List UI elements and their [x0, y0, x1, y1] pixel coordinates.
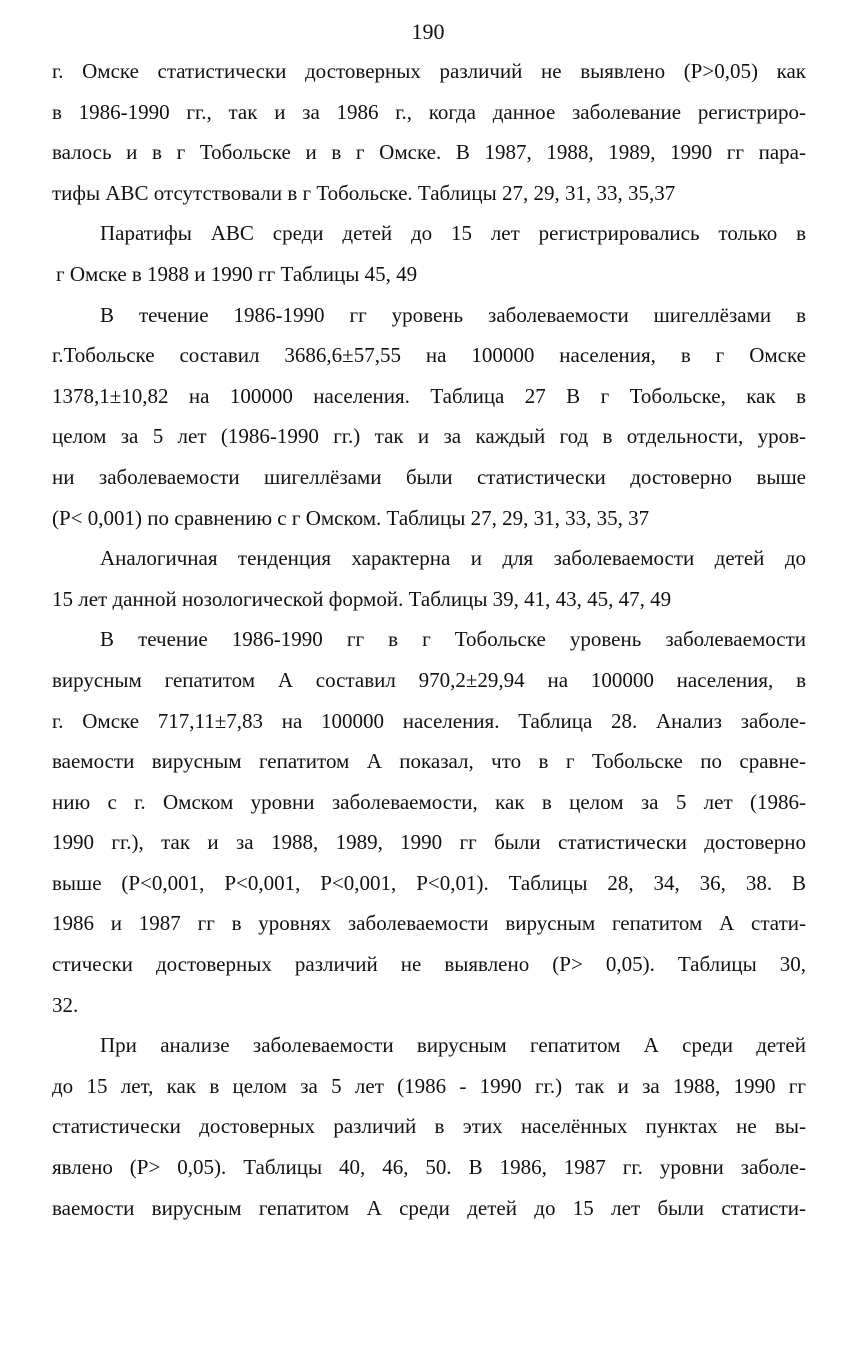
body-text	[52, 56, 806, 1233]
text-line: ваемости вирусным гепатитом А показал, что в г Тобольске по сравне-	[52, 749, 806, 774]
text-line: до 15 лет, как в целом за 5 лет (1986 - 1990 гг.) так и за 1988, 1990 гг	[52, 1073, 806, 1098]
text-line: В течение 1986-1990 гг в г Тобольске уровень заболеваемости	[100, 627, 806, 652]
text-line: 32.	[52, 992, 79, 1017]
text-line: вирусным гепатитом А составил 970,2±29,94 на 100000 населения, в	[52, 667, 806, 692]
text-line: При анализе заболеваемости вирусным гепатитом А среди детей	[100, 1033, 806, 1058]
text-line: 1986 и 1987 гг в уровнях заболеваемости вирусным гепатитом А стати-	[52, 911, 806, 936]
text-line: стически достоверных различий не выявлено (Р> 0,05). Таблицы 30,	[52, 952, 806, 977]
text-line: валось и в г Тобольске и в г Омске. В 1987, 1988, 1989, 1990 гг пара-	[52, 140, 806, 165]
text-line: явлено (Р> 0,05). Таблицы 40, 46, 50. В 1986, 1987 гг. уровни заболе-	[52, 1155, 806, 1180]
text-line: 15 лет данной нозологической формой. Таблицы 39, 41, 43, 45, 47, 49	[52, 586, 672, 611]
text-line: в 1986-1990 гг., так и за 1986 г., когда данное заболевание регистриро-	[52, 99, 806, 124]
text-line: статистически достоверных различий в этих населённых пунктах не вы-	[52, 1114, 806, 1139]
text-line: тифы АВС отсутствовали в г Тобольске. Таблицы 27, 29, 31, 33, 35,37	[52, 180, 676, 205]
text-line: целом за 5 лет (1986-1990 гг.) так и за каждый год в отдельности, уров-	[52, 424, 806, 449]
text-line: нию с г. Омском уровни заболеваемости, как в целом за 5 лет (1986-	[52, 789, 806, 814]
text-line: ни заболеваемости шигеллёзами были статистически достоверно выше	[52, 464, 806, 489]
text-line: г Омске в 1988 и 1990 гг Таблицы 45, 49	[56, 261, 418, 286]
text-line: Аналогичная тенденция характерна и для заболеваемости детей до	[100, 546, 806, 571]
text-line: г.Тобольске составил 3686,6±57,55 на 100000 населения, в г Омске	[52, 343, 806, 368]
text-line: Паратифы АВС среди детей до 15 лет регистрировались только в	[100, 221, 806, 246]
text-line: 1378,1±10,82 на 100000 населения. Таблица 27 В г Тобольске, как в	[52, 383, 806, 408]
text-line: 1990 гг.), так и за 1988, 1989, 1990 гг были статистически достоверно	[52, 830, 806, 855]
text-line: выше (Р<0,001, Р<0,001, Р<0,001, Р<0,01). Таблицы 28, 34, 36, 38. В	[52, 870, 806, 895]
text-line: (Р< 0,001) по сравнению с г Омском. Таблицы 27, 29, 31, 33, 35, 37	[52, 505, 650, 530]
text-line: В течение 1986-1990 гг уровень заболеваемости шигеллёзами в	[100, 302, 806, 327]
text-line: г. Омске 717,11±7,83 на 100000 населения. Таблица 28. Анализ заболе-	[52, 708, 806, 733]
text-line: ваемости вирусным гепатитом А среди детей до 15 лет были статисти-	[52, 1195, 806, 1220]
page-number: 190	[411, 19, 445, 44]
text-line: г. Омске статистически достоверных различий не выявлено (Р>0,05) как	[52, 59, 806, 83]
